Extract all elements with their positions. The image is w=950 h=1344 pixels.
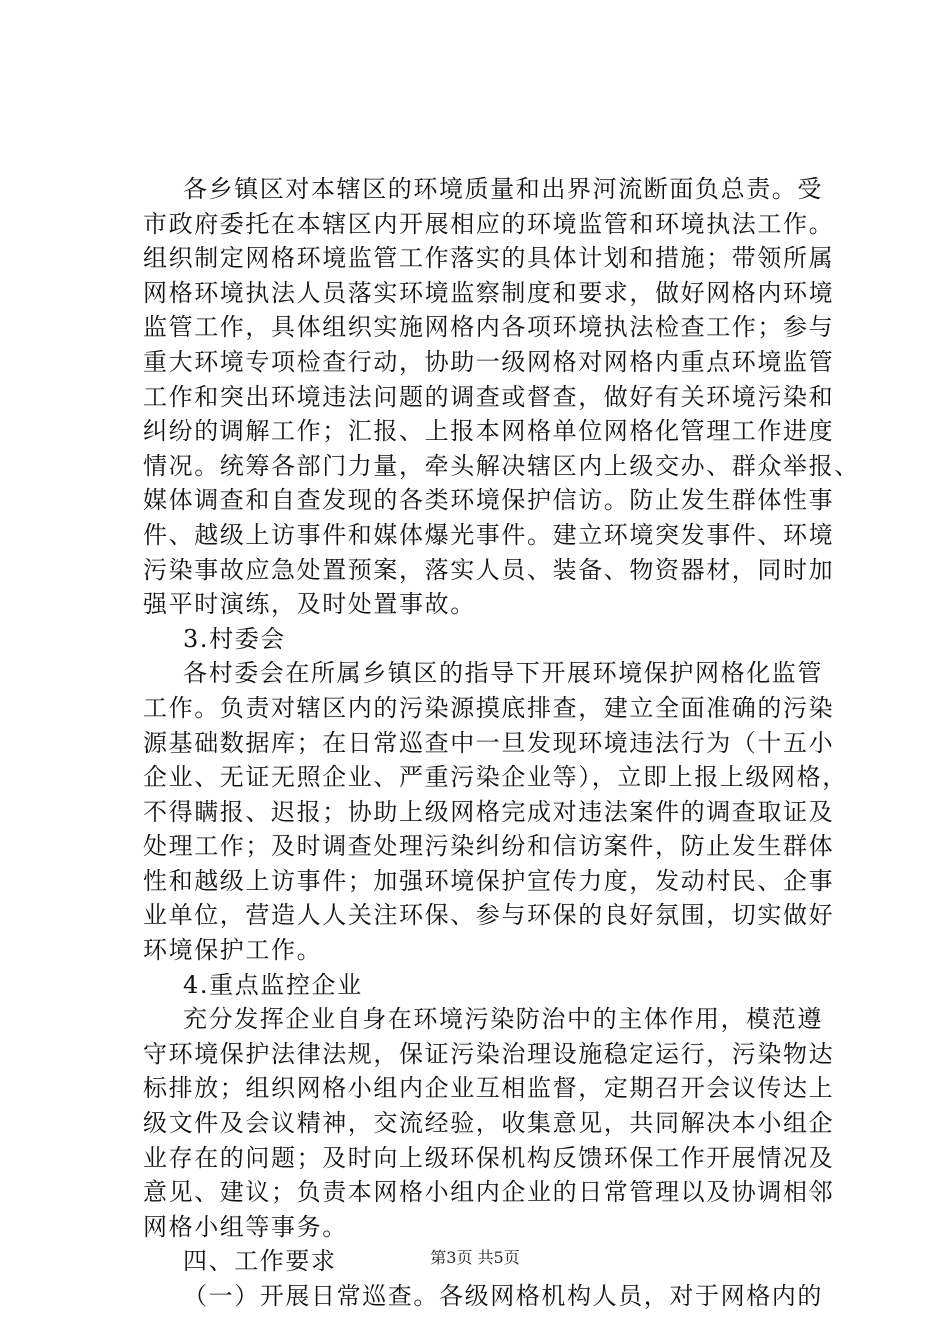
section-heading: 四、工作要求 xyxy=(183,1247,337,1276)
section-heading: 4.重点监控企业 xyxy=(183,970,363,999)
paragraph-line: 网格小组等事务。 xyxy=(143,1212,348,1241)
paragraph-line: 污染事故应急处置预案，落实人员、装备、物资器材，同时加 xyxy=(143,555,835,584)
paragraph-line: 市政府委托在本辖区内开展相应的环境监管和环境执法工作。 xyxy=(143,209,835,238)
paragraph-line: 处理工作；及时调查处理污染纠纷和信访案件，防止发生群体 xyxy=(143,832,835,861)
paragraph-line: 业存在的问题；及时向上级环保机构反馈环保工作开展情况及 xyxy=(143,1143,835,1172)
paragraph-line: 监管工作，具体组织实施网格内各项环境执法检查工作；参与 xyxy=(143,313,835,342)
paragraph-line: 级文件及会议精神，交流经验，收集意见，共同解决本小组企 xyxy=(143,1109,835,1138)
paragraph-line: 标排放；组织网格小组内企业互相监督，定期召开会议传达上 xyxy=(143,1074,835,1103)
paragraph-line: 各乡镇区对本辖区的环境质量和出界河流断面负总责。受 xyxy=(183,175,823,203)
paragraph-line: 网格环境执法人员落实环境监察制度和要求，做好网格内环境 xyxy=(143,278,835,307)
paragraph-line: 工作和突出环境违法问题的调查或督查，做好有关环境污染和 xyxy=(143,382,835,411)
paragraph-line: 意见、建议；负责本网格小组内企业的日常管理以及协调相邻 xyxy=(143,1178,835,1207)
paragraph-line: 媒体调查和自查发现的各类环境保护信访。防止发生群体性事 xyxy=(143,486,835,515)
paragraph-line: 业单位，营造人人关注环保、参与环保的良好氛围，切实做好 xyxy=(143,901,835,930)
paragraph-line: 不得瞒报、迟报；协助上级网格完成对违法案件的调查取证及 xyxy=(143,797,835,826)
paragraph-line: 环境保护工作。 xyxy=(143,936,323,965)
document-body xyxy=(143,172,860,1314)
paragraph-line: 重大环境专项检查行动，协助一级网格对网格内重点环境监管 xyxy=(143,347,835,376)
paragraph-line: 守环境保护法律法规，保证污染治理设施稳定运行，污染物达 xyxy=(143,1039,835,1068)
paragraph-line: 组织制定网格环境监管工作落实的具体计划和措施；带领所属 xyxy=(143,244,835,273)
section-heading: 3.村委会 xyxy=(183,624,286,653)
paragraph-line: 源基础数据库；在日常巡查中一旦发现环境违法行为（十五小 xyxy=(143,728,835,757)
page-footer: 第3页 共5页 xyxy=(430,1248,520,1267)
paragraph-line: 强平时演练，及时处置事故。 xyxy=(143,590,476,619)
paragraph-line: 纠纷的调解工作；汇报、上报本网格单位网格化管理工作进度 xyxy=(143,417,835,446)
paragraph-line: 性和越级上访事件；加强环境保护宣传力度，发动村民、企事 xyxy=(143,866,835,895)
paragraph-line: 各村委会在所属乡镇区的指导下开展环境保护网格化监管 xyxy=(183,659,823,688)
paragraph-line: （一）开展日常巡查。各级网格机构人员，对于网格内的 xyxy=(183,1282,823,1310)
paragraph-line: 情况。统筹各部门力量，牵头解决辖区内上级交办、群众举报、 xyxy=(143,451,860,480)
paragraph-line: 工作。负责对辖区内的污染源摸底排查，建立全面准确的污染 xyxy=(143,693,835,722)
paragraph-line: 企业、无证无照企业、严重污染企业等），立即上报上级网格， xyxy=(143,763,848,792)
paragraph-line: 充分发挥企业自身在环境污染防治中的主体作用，模范遵 xyxy=(183,1005,823,1034)
paragraph-line: 件、越级上访事件和媒体爆光事件。建立环境突发事件、环境 xyxy=(143,520,835,549)
